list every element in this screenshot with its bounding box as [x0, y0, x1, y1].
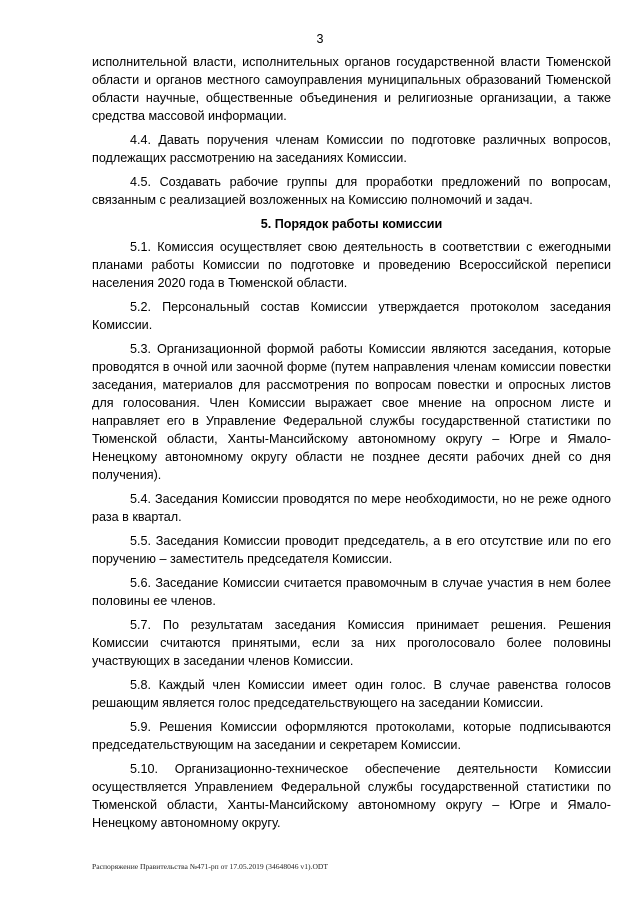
- paragraph-5-4: 5.4. Заседания Комиссии проводятся по мере необходимости, но не реже одного раза в квартал.: [92, 492, 611, 524]
- paragraph-4-5: 4.5. Создавать рабочие группы для проработки предложений по вопросам, связанным с реализацией возложенных на Комиссию полномочий и задач.: [92, 175, 611, 207]
- section-heading: 5. Порядок работы комиссии: [260, 217, 443, 231]
- paragraph-5-2: 5.2. Персональный состав Комиссии утверждается протоколом заседания Комиссии.: [92, 300, 611, 332]
- paragraph-5-7: 5.7. По результатам заседания Комиссия принимает решения. Решения Комиссии считаются принятыми, если за них проголосовало более половины участвующих в заседании членов Комиссии.: [92, 618, 611, 668]
- paragraph-5-9: 5.9. Решения Комиссии оформляются протоколами, которые подписываются председательствующим на заседании и секретарем Комиссии.: [92, 720, 611, 752]
- document-body: [92, 53, 611, 838]
- paragraph-5-3: 5.3. Организационной формой работы Комиссии являются заседания, которые проводятся в очной или заочной форме (путем направления членам комиссии повестки заседания, материалов для рассмотрения по вопросам повестки и опросных листов для голосования. Член Комиссии выражает свое мнение на опросном листе и направляет его в Управление Федеральной службы государственной статистики по Тюменской области, Ханты-Мансийскому автономному округу – Югре и Ямало-Ненецкому автономному округу области не позднее десяти рабочих дней со дня получения).: [92, 342, 611, 482]
- paragraph-5-10: 5.10. Организационно-техническое обеспечение деятельности Комиссии осуществляется Управлением Федеральной службы государственной статистики по Тюменской области, Ханты-Мансийскому автономному округу – Югре и Ямало-Ненецкому автономному округу.: [92, 762, 611, 830]
- page-number: 3: [316, 32, 324, 46]
- paragraph-4-4: 4.4. Давать поручения членам Комиссии по подготовке различных вопросов, подлежащих рассмотрению на заседаниях Комиссии.: [92, 133, 611, 165]
- document-footer: Распоряжение Правительства №471-рп от 17.05.2019 (34648046 v1).ODT: [92, 862, 329, 871]
- paragraph-5-1: 5.1. Комиссия осуществляет свою деятельность в соответствии с ежегодными планами работы Комиссии по подготовке и проведению Всероссийской переписи населения 2020 года в Тюменской области.: [92, 240, 611, 290]
- paragraph-5-6: 5.6. Заседание Комиссии считается правомочным в случае участия в нем более половины ее членов.: [92, 576, 611, 608]
- paragraph-continued: исполнительной власти, исполнительных органов государственной власти Тюменской области и органов местного самоуправления муниципальных образований Тюменской области научные, общественные объединения и религиозные организации, а также средства массовой информации.: [92, 55, 611, 123]
- paragraph-5-8: 5.8. Каждый член Комиссии имеет один голос. В случае равенства голосов решающим является голос председательствующего на заседании Комиссии.: [92, 678, 611, 710]
- paragraph-5-5: 5.5. Заседания Комиссии проводит председатель, а в его отсутствие или по его поручению – заместитель председателя Комиссии.: [92, 534, 611, 566]
